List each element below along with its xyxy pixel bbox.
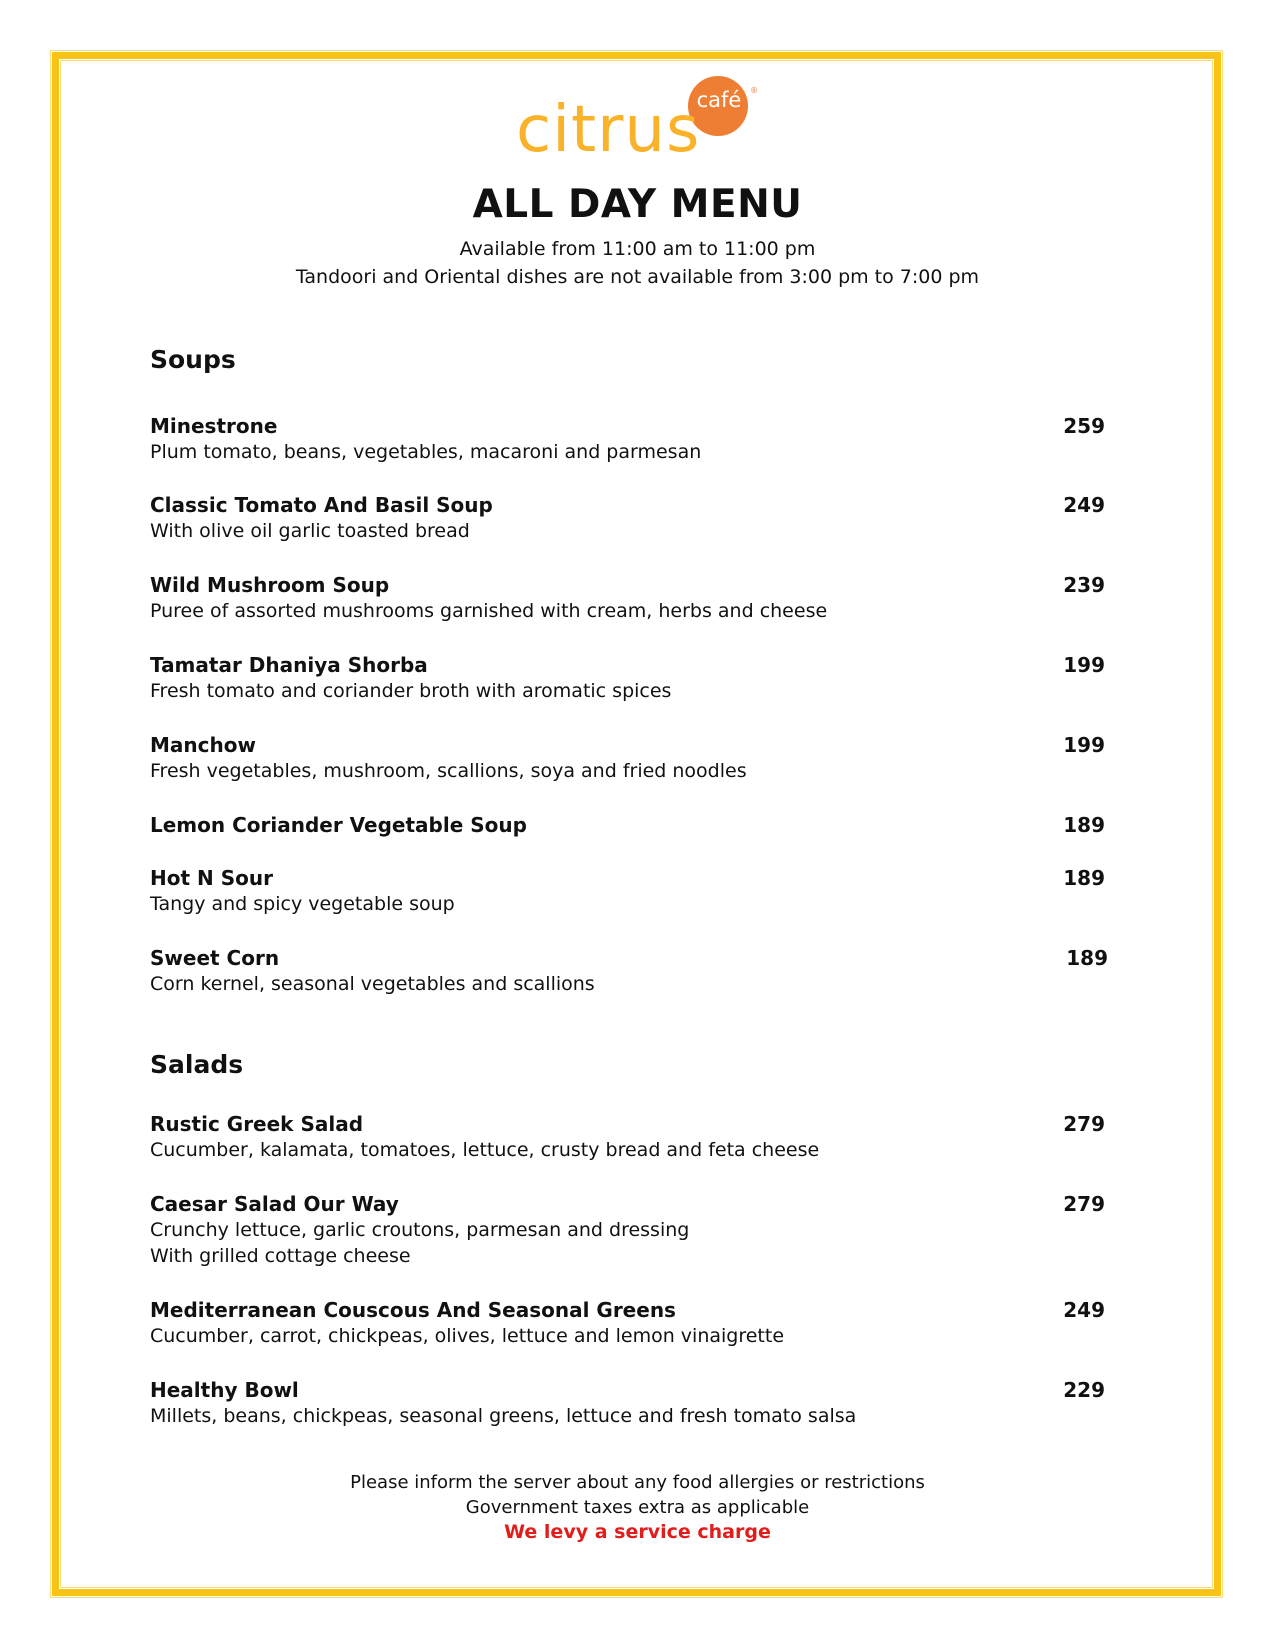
menu-item [150, 945, 1108, 997]
item-description: With olive oil garlic toasted bread [150, 520, 470, 542]
item-price: 199 [1063, 733, 1105, 757]
tax-note: Government taxes extra as applicable [465, 1497, 810, 1518]
item-name: Mediterranean Couscous And Seasonal Greens [150, 1298, 676, 1322]
logo-wordmark: citrus [516, 93, 701, 167]
item-name: Classic Tomato And Basil Soup [150, 493, 493, 517]
item-name: Lemon Coriander Vegetable Soup [150, 813, 527, 837]
item-description: Fresh tomato and coriander broth with aromatic spices [150, 680, 672, 702]
menu-item [150, 1377, 1105, 1429]
item-description: Fresh vegetables, mushroom, scallions, soya and fried noodles [150, 760, 747, 782]
item-price: 249 [1063, 493, 1105, 517]
menu-item [150, 492, 1105, 544]
availability-hours: Available from 11:00 am to 11:00 pm [459, 238, 816, 260]
menu-item [150, 652, 1105, 704]
item-price: 189 [1063, 813, 1105, 837]
item-description: Puree of assorted mushrooms garnished with cream, herbs and cheese [150, 600, 828, 622]
item-name: Sweet Corn [150, 946, 280, 970]
menu-item [150, 413, 1105, 465]
menu-title: ALL DAY MENU [472, 182, 803, 227]
menu-item [150, 1111, 1105, 1163]
item-description-extra: With grilled cottage cheese [150, 1245, 411, 1267]
menu-item [150, 812, 1105, 838]
menu-item [150, 865, 1105, 917]
section-title-soups: Soups [150, 345, 236, 374]
item-name: Minestrone [150, 414, 278, 438]
logo-badge-text: café [696, 88, 742, 112]
item-price: 279 [1063, 1112, 1105, 1136]
item-description: Crunchy lettuce, garlic croutons, parmesan and dressing [150, 1219, 690, 1241]
item-price: 249 [1063, 1298, 1105, 1322]
item-description: Plum tomato, beans, vegetables, macaroni and parmesan [150, 441, 702, 463]
menu-item [150, 732, 1105, 784]
item-name: Wild Mushroom Soup [150, 573, 390, 597]
item-description: Tangy and spicy vegetable soup [150, 893, 455, 915]
item-name: Tamatar Dhaniya Shorba [150, 653, 428, 677]
item-description: Cucumber, kalamata, tomatoes, lettuce, crusty bread and feta cheese [150, 1139, 820, 1161]
item-price: 189 [1066, 946, 1108, 970]
item-price: 239 [1063, 573, 1105, 597]
citrus-cafe-logo [516, 76, 756, 166]
menu-item [150, 1191, 1105, 1269]
item-name: Caesar Salad Our Way [150, 1192, 399, 1216]
item-price: 279 [1063, 1192, 1105, 1216]
item-price: 189 [1063, 866, 1105, 890]
item-price: 199 [1063, 653, 1105, 677]
item-name: Healthy Bowl [150, 1378, 299, 1402]
item-price: 259 [1063, 414, 1105, 438]
service-charge-note: We levy a service charge [504, 1521, 771, 1543]
item-description: Corn kernel, seasonal vegetables and scallions [150, 973, 595, 995]
item-name: Manchow [150, 733, 256, 757]
item-price: 229 [1063, 1378, 1105, 1402]
registered-mark: ® [750, 86, 758, 95]
item-name: Hot N Sour [150, 866, 273, 890]
menu-item [150, 1297, 1105, 1349]
item-description: Millets, beans, chickpeas, seasonal greens, lettuce and fresh tomato salsa [150, 1405, 857, 1427]
section-title-salads: Salads [150, 1050, 244, 1079]
menu-item [150, 572, 1105, 624]
allergy-note: Please inform the server about any food allergies or restrictions [350, 1472, 925, 1493]
item-description: Cucumber, carrot, chickpeas, olives, lettuce and lemon vinaigrette [150, 1325, 785, 1347]
item-name: Rustic Greek Salad [150, 1112, 364, 1136]
availability-restriction: Tandoori and Oriental dishes are not available from 3:00 pm to 7:00 pm [295, 266, 980, 288]
